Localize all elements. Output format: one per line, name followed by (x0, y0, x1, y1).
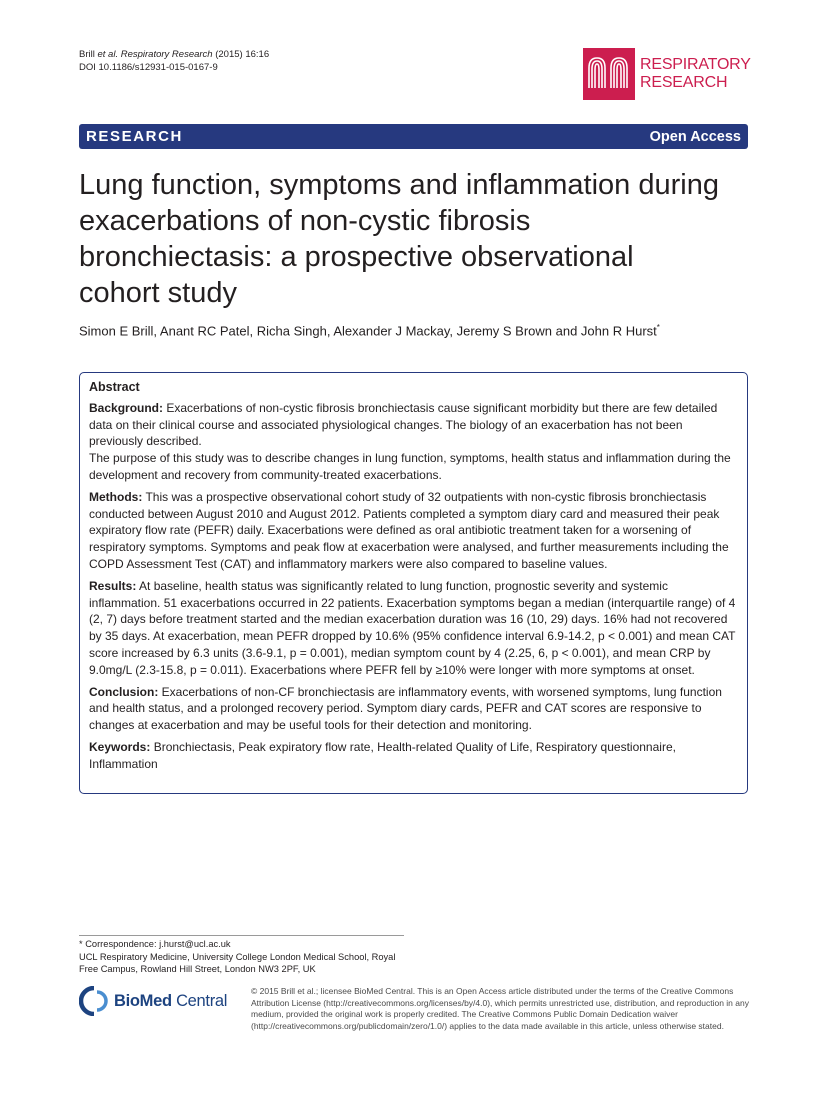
citation-header (79, 48, 269, 74)
citation-year-volume: (2015) 16:16 (212, 49, 270, 60)
abstract-keywords (89, 739, 738, 773)
results-label: Results: (89, 578, 137, 593)
abstract-results (89, 578, 738, 679)
background-text-2: The purpose of this study was to describe changes in lung function, symptoms, health status and inflammation during the development and recovery from community-treated exacerbations. (89, 451, 731, 482)
publisher-name (114, 992, 227, 1011)
citation-line (79, 48, 269, 61)
open-access-label: Open Access (649, 128, 741, 145)
keywords-text: Bronchiectasis, Peak expiratory flow rate, Health-related Quality of Life, Respiratory questionnaire, Inflammation (89, 739, 676, 771)
footnote-divider (79, 935, 404, 936)
citation-authors: Brill (79, 49, 98, 60)
journal-logo-line1: RESPIRATORY (640, 56, 751, 73)
background-label: Background: (89, 400, 164, 415)
conclusion-text: Exacerbations of non-CF bronchiectasis are inflammatory events, with worsened symptoms, lung function and health status, and a prolonged recovery period. Symptom diary cards, PEFR and CAT scores are responsive to changes at exacerbation and may be useful tools for their detection and monitoring. (89, 684, 722, 733)
methods-text: This was a prospective observational cohort study of 32 outpatients with non-cystic fibrosis bronchiectasis conducted between August 2010 and August 2012. Patients completed a symptom diary card and measured their peak expiratory flow rate (PEFR) daily. Exacerbations were defined as oral antibiotic treatment taken for a worsening of respiratory symptoms. Symptoms and peak flow at exacerbation were analysed, and further measurements including the COPD Assessment Test (CAT) and inflammatory markers were also compared to baseline values. (89, 489, 729, 571)
publisher-name-bold: BioMed (114, 991, 172, 1010)
publisher-name-rest: Central (171, 991, 228, 1010)
citation-journal: et al. Respiratory Research (97, 49, 213, 60)
article-title: Lung function, symptoms and inflammation during exacerbations of non-cystic fibrosis bronchiectasis: a prospective observational cohort study (79, 169, 719, 309)
author-list (79, 323, 660, 338)
correspondence-affiliation: UCL Respiratory Medicine, University College London Medical School, Royal Free Campus, Rowland Hill Street, London NW3 2PF, UK (79, 951, 396, 975)
results-text: At baseline, health status was significantly related to lung function, prognostic severity and systemic inflammation. 51 exacerbations occurred in 22 patients. Exacerbation symptoms began a median (interquartile range) of 4 (2, 7) days before treatment started and the median exacerbation duration was 16 (10, 29) days. 16% had not recovered by 35 days. At exacerbation, mean PEFR dropped by 10.6% (95% confidence interval 6.9-14.2, p < 0.001) and mean CAT score increased by 6.3 units (3.6-9.1, p = 0.001), median symptom count by 4 (2.25, 6, p < 0.001), and mean CRP by 9.0mg/L (2.3-15.8, p = 0.011). Exacerbations where PEFR fell by ≥10% were longer with more symptoms at onset. (89, 578, 736, 677)
publisher-logo (79, 986, 227, 1016)
journal-logo-mark-icon (583, 48, 635, 100)
citation-doi: DOI 10.1186/s12931-015-0167-9 (79, 62, 218, 73)
conclusion-label: Conclusion: (89, 684, 159, 699)
abstract-methods (89, 489, 738, 573)
keywords-label: Keywords: (89, 739, 151, 754)
section-label: RESEARCH (86, 128, 183, 145)
journal-logo (583, 48, 751, 100)
journal-logo-line2: RESEARCH (640, 74, 728, 91)
methods-label: Methods: (89, 489, 143, 504)
journal-logo-text (640, 56, 751, 92)
correspondence-note (79, 938, 409, 976)
abstract-conclusion (89, 684, 738, 734)
background-text: Exacerbations of non-cystic fibrosis bronchiectasis cause significant morbidity but there are few detailed data on their clinical course and associated physiological changes. The biology of an exacerbation has not been previously described. (89, 400, 718, 449)
abstract-heading: Abstract (89, 380, 140, 394)
license-text: © 2015 Brill et al.; licensee BioMed Central. This is an Open Access article distributed under the terms of the Creative Commons Attribution License (http://creativecommons.org/licenses/by/4.0), which permits unrestricted use, distribution, and reproduction in any medium, provided the original work is properly credited. The Creative Commons Public Domain Dedication waiver (http://creativecommons.org/publicdomain/zero/1.0/) applies to the data made available in this article, unless otherwise stated. (251, 986, 749, 1031)
correspondence-email: * Correspondence: j.hurst@ucl.ac.uk (79, 939, 231, 949)
author-names: Simon E Brill, Anant RC Patel, Richa Singh, Alexander J Mackay, Jeremy S Brown and John R Hurst (79, 323, 657, 339)
biomed-central-icon (79, 986, 109, 1016)
corresponding-author-mark: * (656, 323, 660, 332)
section-banner (79, 124, 748, 149)
abstract-background (89, 400, 738, 484)
abstract-box (79, 372, 748, 794)
